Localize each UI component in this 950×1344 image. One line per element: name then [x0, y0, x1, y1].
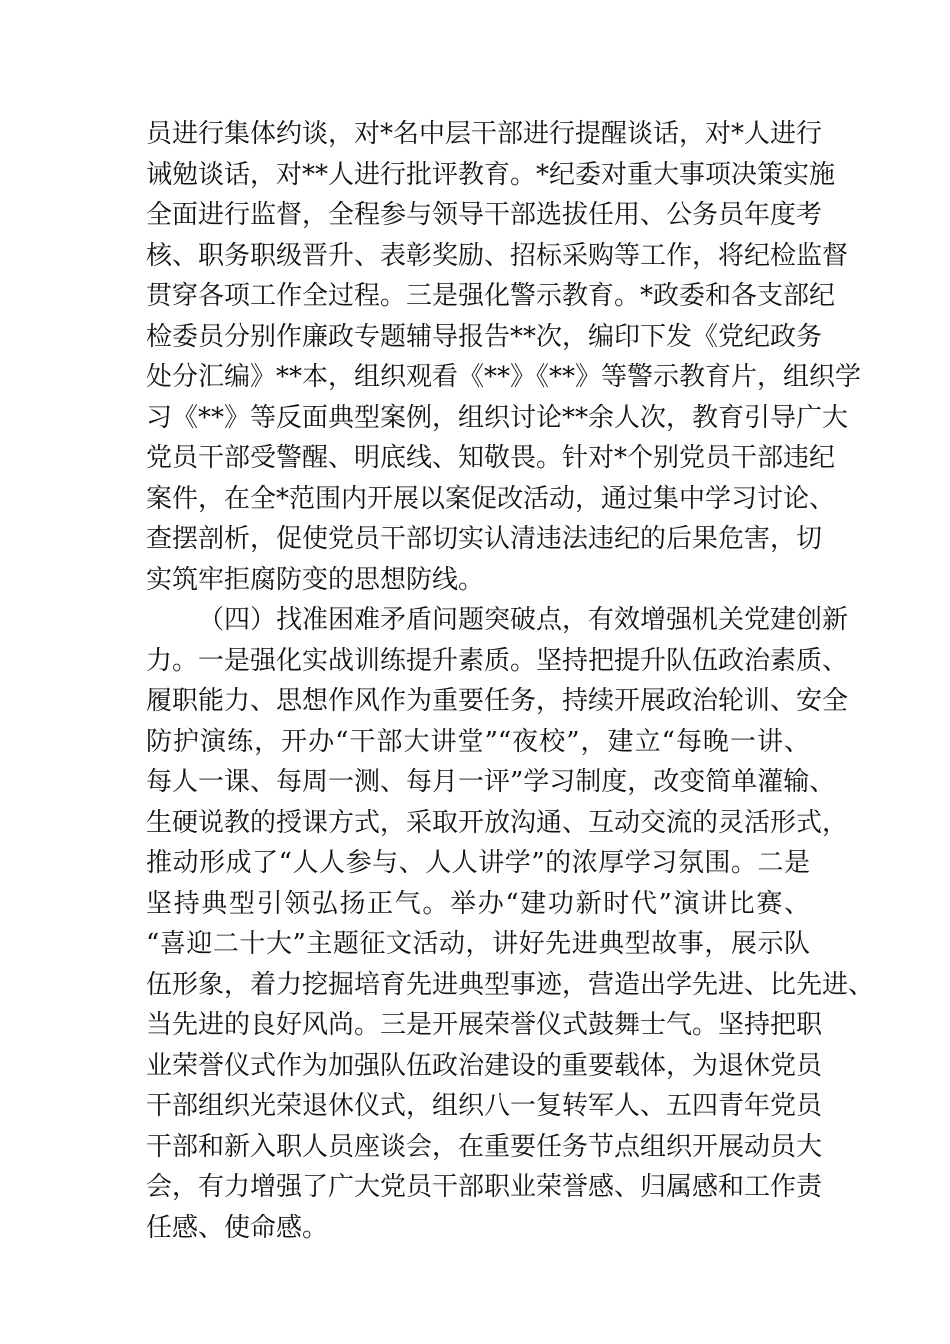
text-line: 案件，在全*范围内开展以案促改活动，通过集中学习讨论、	[146, 483, 836, 514]
text-line: 全面进行监督，全程参与领导干部选拔任用、公务员年度考	[146, 200, 823, 230]
text-line: 每人一课、每周一测、每月一评”学习制度，改变简单灌输、	[146, 767, 836, 797]
text-line: 干部和新入职人员座谈会，在重要任务节点组织开展动员大	[146, 1131, 823, 1162]
text-line: 查摆剖析，促使党员干部切实认清违法违纪的后果危害，切	[146, 524, 823, 554]
text-line: 力。一是强化实战训练提升素质。坚持把提升队伍政治素质、	[146, 645, 849, 676]
text-line: 会，有力增强了广大党员干部职业荣誉感、归属感和工作责	[146, 1172, 823, 1202]
text-line: 核、职务职级晋升、表彰奖励、招标采购等工作，将纪检监督	[146, 240, 849, 271]
text-line: 伍形象，着力挖掘培育先进典型事迹，营造出学先进、比先进、	[146, 969, 875, 1000]
text-line: 党员干部受警醒、明底线、知敬畏。针对*个别党员干部违纪	[146, 443, 836, 473]
text-line: 坚持典型引领弘扬正气。举办“建功新时代”演讲比赛、	[146, 888, 810, 919]
section-heading-line: （四）找准困难矛盾问题突破点，有效增强机关党建创新	[198, 605, 849, 635]
text-line: 员进行集体约谈，对*名中层干部进行提醒谈话，对*人进行	[146, 119, 823, 149]
text-line: 诫勉谈话，对**人进行批评教育。*纪委对重大事项决策实施	[146, 159, 836, 190]
text-line: 处分汇编》**本，组织观看《**》《**》等警示教育片，组织学	[146, 362, 862, 392]
text-line: 推动形成了“人人参与、人人讲学”的浓厚学习氛围。二是	[146, 848, 810, 878]
text-line: 贯穿各项工作全过程。三是强化警示教育。*政委和各支部纪	[146, 281, 836, 311]
text-line: 当先进的良好风尚。三是开展荣誉仪式鼓舞士气。坚持把职	[146, 1010, 823, 1040]
text-line: 业荣誉仪式作为加强队伍政治建设的重要载体，为退休党员	[146, 1050, 823, 1081]
text-line: 干部组织光荣退休仪式，组织八一复转军人、五四青年党员	[146, 1091, 823, 1121]
text-line: 履职能力、思想作风作为重要任务，持续开展政治轮训、安全	[146, 686, 849, 716]
body-text	[146, 114, 875, 1248]
text-line: 生硬说教的授课方式，采取开放沟通、互动交流的灵活形式，	[146, 807, 849, 838]
text-line: 防护演练，开办“干部大讲堂”“夜校”，建立“每晚一讲、	[146, 726, 810, 757]
text-line: 检委员分别作廉政专题辅导报告**次，编印下发《党纪政务	[146, 321, 823, 352]
text-line: 习《**》等反面典型案例，组织讨论**余人次，教育引导广大	[146, 402, 849, 433]
paragraph-end-line: 实筑牢拒腐防变的思想防线。	[146, 564, 485, 595]
paragraph-end-line: 任感、使命感。	[146, 1212, 329, 1243]
text-line: “喜迎二十大”主题征文活动，讲好先进典型故事，展示队	[146, 929, 810, 959]
